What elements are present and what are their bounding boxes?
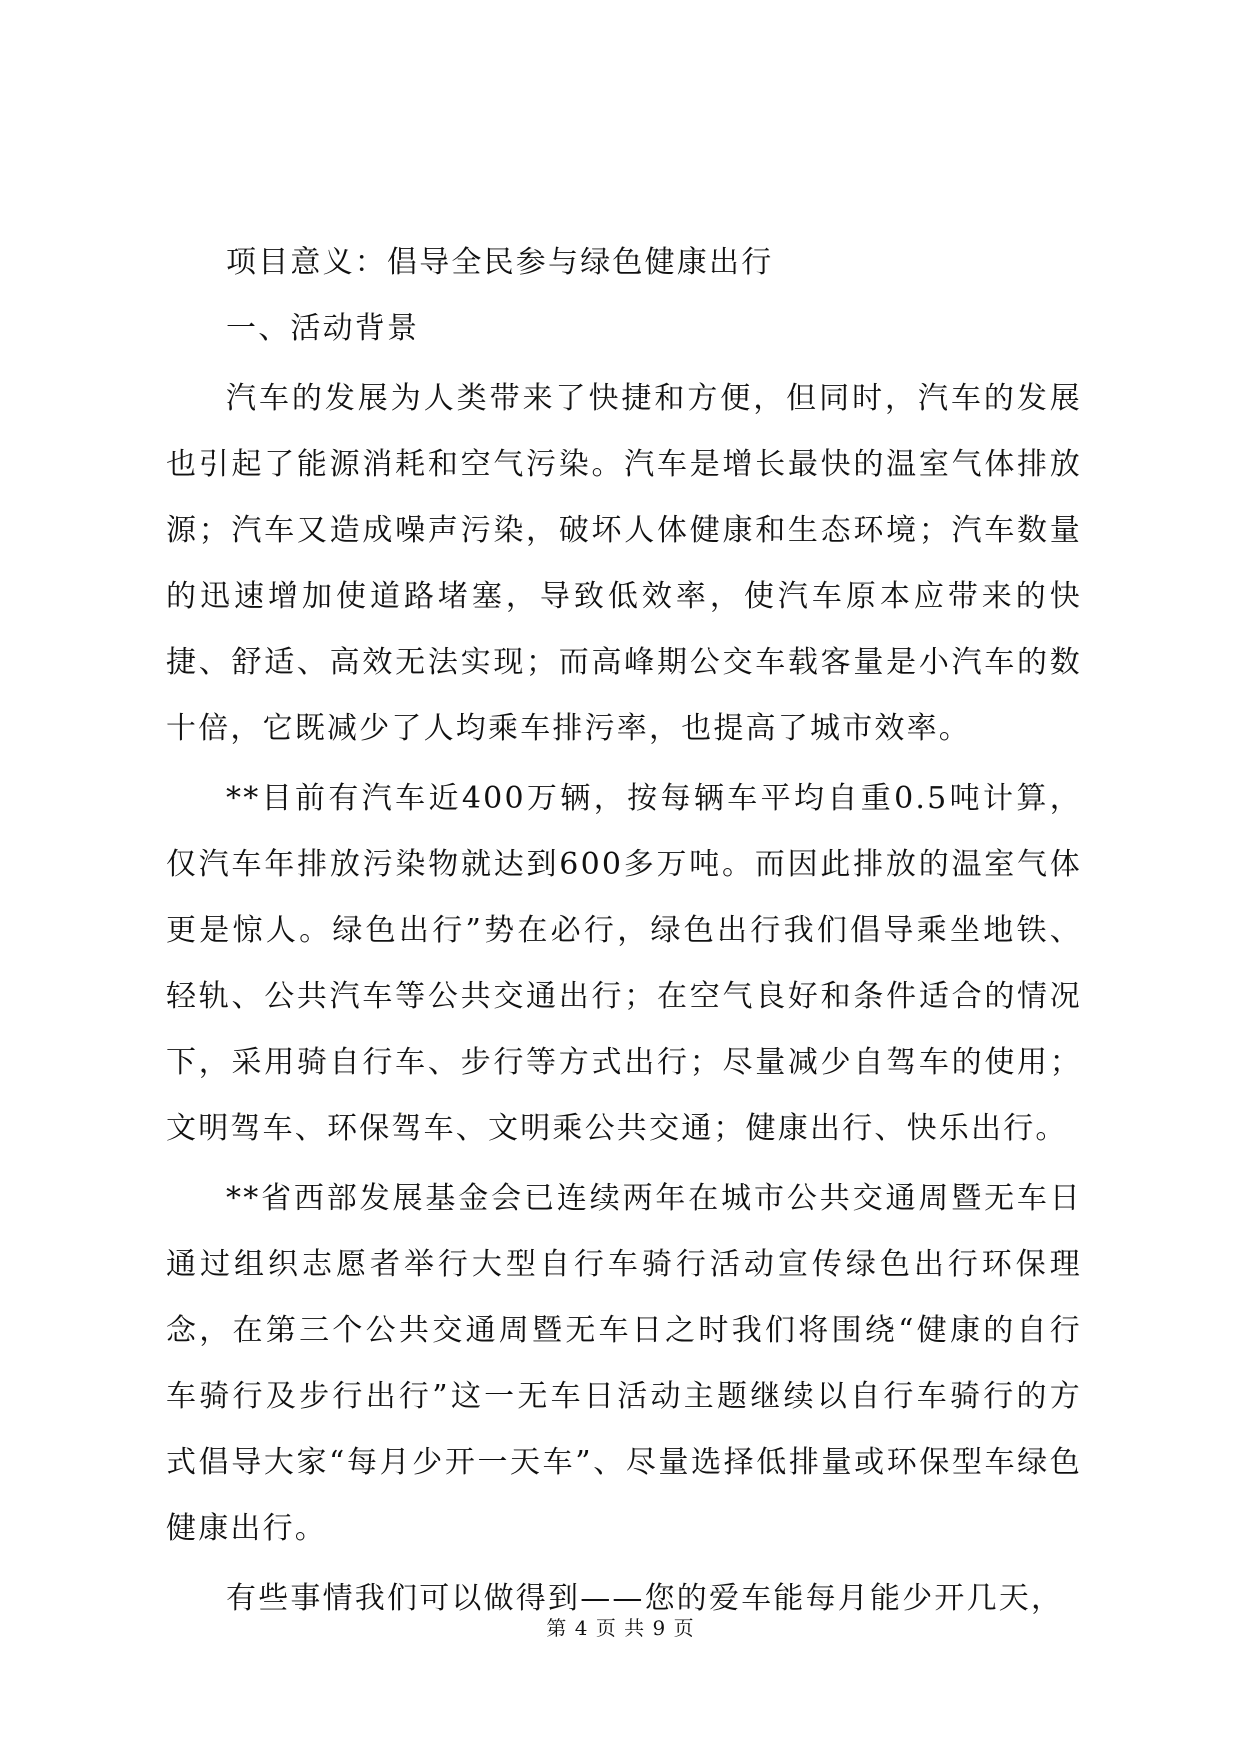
project-significance-line: 项目意义：倡导全民参与绿色健康出行 [226, 245, 774, 280]
document-body [166, 230, 1082, 1632]
section-heading-background: 一、活动背景 [226, 311, 420, 346]
paragraph-foundation-activity: **省西部发展基金会已连续两年在城市公共交通周暨无车日通过组织志愿者举行大型自行车骑行活动宣传绿色出行环保理念，在第三个公共交通周暨无车日之时我们将围绕“健康的自行车骑行及步行出行”这一无车日活动主题继续以自行车骑行的方式倡导大家“每月少开一天车”、尽量选择低排量或环保型车绿色健康出行。 [166, 1181, 1082, 1546]
paragraph-car-impact: 汽车的发展为人类带来了快捷和方便，但同时，汽车的发展也引起了能源消耗和空气污染。汽车是增长最快的温室气体排放源；汽车又造成噪声污染，破坏人体健康和生态环境；汽车数量的迅速增加使道路堵塞，导致低效率，使汽车原本应带来的快捷、舒适、高效无法实现；而高峰期公交车载客量是小汽车的数十倍，它既减少了人均乘车排污率，也提高了城市效率。 [166, 381, 1082, 746]
page-footer: 第 4 页 共 9 页 [546, 1616, 695, 1640]
paragraph-emissions: **目前有汽车近400万辆，按每辆车平均自重0.5吨计算，仅汽车年排放污染物就达到600多万吨。而因此排放的温室气体更是惊人。绿色出行”势在必行，绿色出行我们倡导乘坐地铁、轻轨、公共汽车等公共交通出行；在空气良好和条件适合的情况下，采用骑自行车、步行等方式出行；尽量减少自驾车的使用；文明驾车、环保驾车、文明乘公共交通；健康出行、快乐出行。 [166, 781, 1082, 1146]
paragraph-closing-fragment: 有些事情我们可以做得到——您的爱车能每月能少开几天， [226, 1581, 1064, 1616]
